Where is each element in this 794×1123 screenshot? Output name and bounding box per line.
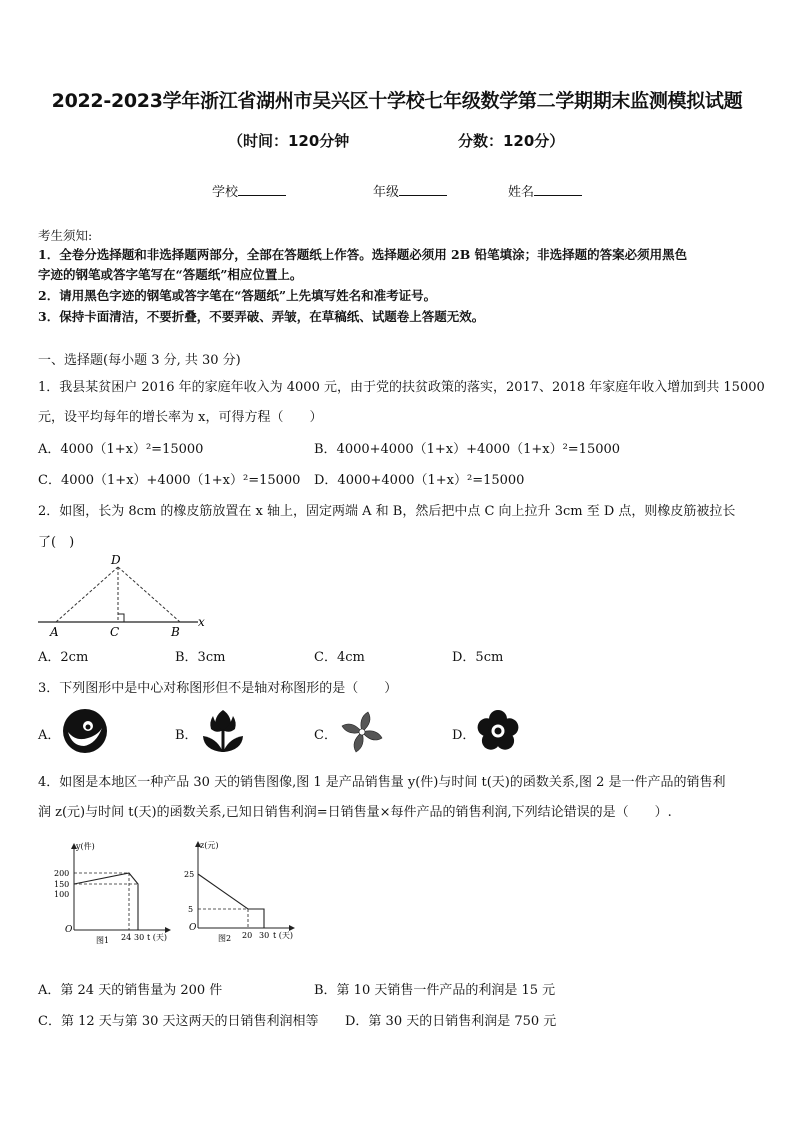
q3-figure-d-icon: [476, 709, 520, 753]
fig2-xtick-30: 30: [259, 931, 270, 940]
q1-option-b[interactable]: B．4000+4000（1+x）+4000（1+x）²=15000: [314, 442, 621, 457]
q3-figure-b-icon: [198, 706, 248, 756]
fig2-xlabel: t (天): [273, 931, 293, 940]
name-blank[interactable]: [534, 183, 582, 196]
q1-option-a[interactable]: A．4000（1+x）²=15000: [38, 442, 204, 457]
page-title: 2022-2023学年浙江省湖州市吴兴区十学校七年级数学第二学期期末监测模拟试题: [51, 90, 743, 112]
fig1-xtick-24: 24: [121, 933, 132, 942]
q4-figure-1: [50, 840, 180, 945]
q3-stem: 3．下列图形中是中心对称图形但不是轴对称图形的是（ ）: [38, 681, 398, 696]
q4-stem-line1: 4．如图是本地区一种产品 30 天的销售图像,图 1 是产品销售量 y(件)与时间 t(天)的函数关系,图 2 是一件产品的销售利: [38, 775, 726, 790]
fig1-ytick-200: 200: [54, 869, 70, 878]
q3-option-a[interactable]: A．: [38, 728, 61, 743]
segment-ad: [56, 567, 118, 622]
fig2-caption: 图2: [218, 934, 232, 943]
q2-figure: [34, 552, 214, 642]
grade-blank[interactable]: [399, 183, 447, 196]
q4-option-d[interactable]: D．第 30 天的日销售利润是 750 元: [345, 1014, 557, 1029]
q1-option-c[interactable]: C．4000（1+x）+4000（1+x）²=15000: [38, 473, 301, 488]
q3-option-d[interactable]: D．: [452, 728, 476, 743]
label-x: x: [198, 615, 205, 629]
fig1-series-line: [74, 873, 138, 930]
fig1-origin: O: [65, 925, 73, 935]
label-c: C: [110, 625, 120, 639]
notice-item: 3．保持卡面清洁，不要折叠，不要弄破、弄皱，在草稿纸、试题卷上答题无效。: [38, 309, 485, 324]
fig2-origin: O: [189, 923, 197, 933]
fig2-ylabel: z(元): [200, 841, 219, 850]
notice-item: 1．全卷分选择题和非选择题两部分，全部在答题纸上作答。选择题必须用 2B 铅笔填涂；非选择题的答案必须用黑色: [38, 247, 688, 262]
q4-option-c[interactable]: C．第 12 天与第 30 天这两天的日销售利润相等: [38, 1014, 319, 1029]
q2-option-d[interactable]: D．5cm: [452, 650, 504, 665]
section-heading: 一、选择题(每小题 3 分, 共 30 分): [38, 353, 241, 368]
q4-option-b[interactable]: B．第 10 天销售一件产品的利润是 15 元: [314, 983, 556, 998]
q3-figure-c-icon: [338, 708, 386, 756]
notice-item: 字迹的钢笔或答字笔写在“答题纸”相应位置上。: [38, 267, 303, 282]
q4-stem-line2: 润 z(元)与时间 t(天)的函数关系,已知日销售利润=日销售量×每件产品的销售利润,下列结论错误的是（ ）.: [38, 805, 672, 820]
grade-label: 年级: [373, 185, 400, 200]
fig2-ytick-25: 25: [184, 870, 195, 879]
q3-figure-a-icon: [62, 708, 108, 754]
q2-stem-line2: 了( ): [38, 535, 75, 550]
q1-stem-line2: 元，设平均每年的增长率为 x，可得方程（ ）: [38, 410, 323, 425]
fig1-ylabel: y(件): [76, 842, 95, 851]
q3-option-c[interactable]: C．: [314, 728, 337, 743]
notice-item: 2．请用黑色字迹的钢笔或答字笔在“答题纸”上先填写姓名和准考证号。: [38, 288, 437, 303]
q1-option-d[interactable]: D．4000+4000（1+x）²=15000: [314, 473, 525, 488]
fig1-xlabel: t (天): [147, 933, 167, 942]
q2-option-a[interactable]: A．2cm: [38, 650, 89, 665]
fig1-caption: 图1: [96, 936, 110, 945]
exam-score: 分数：120分）: [458, 132, 565, 150]
fig2-xtick-20: 20: [242, 931, 253, 940]
q2-option-b[interactable]: B．3cm: [175, 650, 226, 665]
label-a: A: [50, 625, 59, 639]
fig1-ytick-150: 150: [54, 880, 70, 889]
segment-db: [118, 567, 180, 622]
fig2-ytick-5: 5: [188, 905, 194, 914]
right-angle-mark: [118, 614, 124, 622]
label-d: D: [111, 553, 121, 567]
exam-time: （时间：120分钟: [228, 132, 350, 150]
fig1-ytick-100: 100: [54, 890, 70, 899]
q4-option-a[interactable]: A．第 24 天的销售量为 200 件: [38, 983, 223, 998]
school-label: 学校: [212, 185, 239, 200]
name-field[interactable]: [508, 181, 582, 200]
name-label: 姓名: [508, 185, 535, 200]
q1-stem-line1: 1．我县某贫困户 2016 年的家庭年收入为 4000 元，由于党的扶贫政策的落实，2017、2018 年家庭年收入增加到共 15000: [38, 380, 765, 395]
school-blank[interactable]: [238, 183, 286, 196]
q2-stem-line1: 2．如图，长为 8cm 的橡皮筋放置在 x 轴上，固定两端 A 和 B，然后把中点 C 向上拉升 3cm 至 D 点，则橡皮筋被拉长: [38, 504, 736, 519]
q4-figure-2: [180, 840, 305, 945]
fig1-xtick-30: 30: [134, 933, 145, 942]
q2-option-c[interactable]: C．4cm: [314, 650, 365, 665]
school-field[interactable]: [212, 181, 286, 200]
q3-option-b[interactable]: B．: [175, 728, 198, 743]
fig2-series-line: [198, 874, 264, 928]
grade-field[interactable]: [373, 181, 447, 200]
notice-heading: 考生须知:: [38, 228, 93, 243]
label-b: B: [171, 625, 180, 639]
